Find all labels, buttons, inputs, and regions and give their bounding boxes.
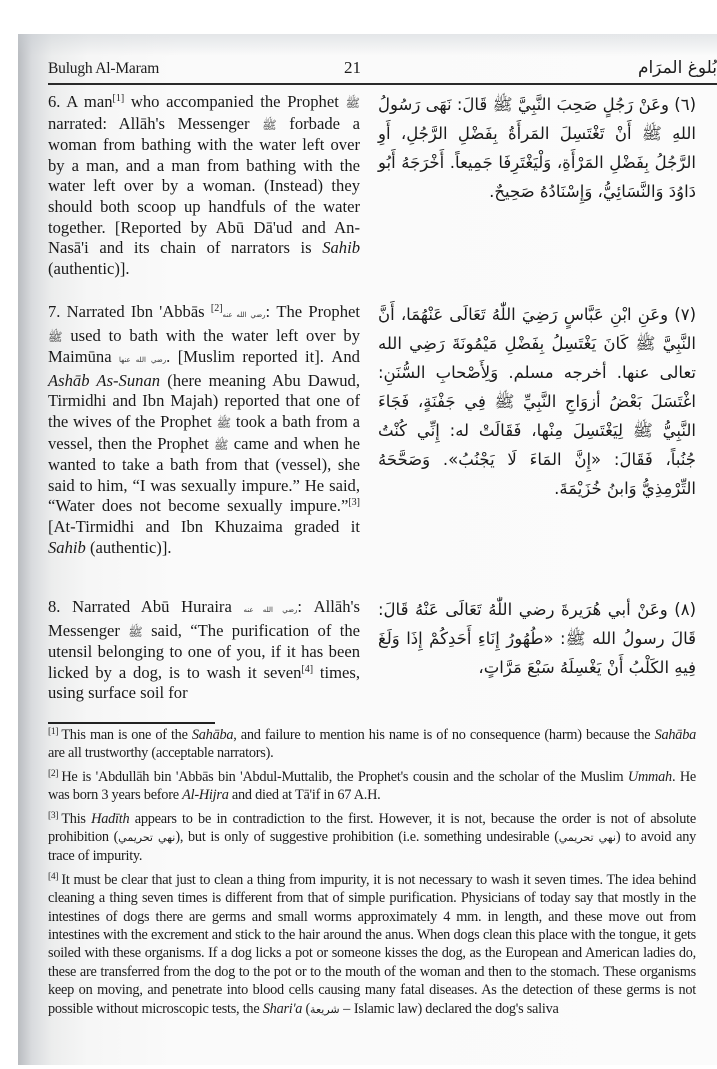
text: . [Muslim reported it]. And: [166, 347, 360, 367]
salutation-icon: ﷺ: [48, 329, 63, 344]
book-page: [18, 34, 717, 1065]
salutation-icon: رضي الله عنه: [222, 311, 266, 319]
text: : Allāh's Messenger: [48, 597, 360, 640]
text: times, using surface soil for: [48, 662, 361, 703]
salutation-icon: ﷺ: [345, 96, 360, 110]
footnote-marker: [4]: [48, 871, 59, 882]
text: [At-Tirmidhi and Ibn Khuzaima graded it: [48, 516, 360, 536]
text: (: [302, 1000, 311, 1017]
italic-term: Sahāba: [191, 727, 234, 743]
hadith-lead: 8. Narrated Abū Huraira: [48, 597, 244, 616]
text: (authentic)].: [85, 537, 172, 557]
footnote-marker: [2]: [48, 768, 59, 779]
italic-term: Sahib: [48, 537, 86, 557]
text: who accompanied the Prophet: [124, 92, 346, 111]
text: are all trustworthy (acceptable narrators).: [48, 745, 274, 762]
salutation-icon: ﷺ: [128, 624, 143, 639]
footnote-rule: [48, 722, 215, 724]
text: This: [61, 810, 92, 827]
hadith-7-english: [48, 302, 360, 558]
footnote-marker: [1]: [48, 727, 59, 737]
text: This man is one of the: [61, 727, 192, 743]
text: He is 'Abdullāh bin 'Abbās bin 'Abdul-Muttalib, the Prophet's cousin and the scholar of the Muslim: [61, 768, 628, 785]
arabic-term: نهي تحريمي: [118, 831, 176, 845]
text: ) to avoid any trace of impurity.: [48, 829, 697, 865]
text: – Islamic law) declared the dog's saliva: [339, 1000, 559, 1017]
text: came and when he wanted to take a bath from that (vessel), she said to him, “I was sexually impure.” He said, “Water does not become sexually impure.”: [48, 433, 360, 516]
hadith-6-english: [48, 92, 360, 279]
footnote-ref-2[interactable]: [2]: [210, 303, 223, 314]
footnote-ref-1[interactable]: [1]: [112, 93, 125, 104]
footnote-1: [48, 726, 696, 763]
text: took a bath from a vessel, then the Prophet: [48, 411, 360, 453]
text: narrated: Allāh's Messenger: [48, 113, 263, 133]
italic-term: Ashāb As-Sunan: [48, 370, 161, 390]
hadith-6-arabic: (٦) وعَنْ رَجُلٍ صَحِبَ النَّبِيَّ ﷺ قَالَ: نَهَى رَسُولُ اللهِ ﷺ أَنْ تَغْتَسِلَ المَرأَةُ بِفَضْلِ الرَّجُلِ، أَوِ الرَّجُلُ بِفَضْلِ المَرْأَةِ، وَلْيَغْتَرِفَا جَمِيعاً. أَخْرَجَهُ أَبُو دَاوُدَ وَالنَّسَائِيُّ، وَإِسْنَادُهُ صَحِيحٌ.: [378, 95, 696, 201]
header-rule: [48, 83, 717, 85]
hadith-lead: 6. A man: [48, 92, 113, 111]
text: appears to be in contradiction to the first. However, it is not, because the order is not of absolute prohibition (: [48, 810, 696, 846]
salutation-icon: ﷺ: [214, 437, 229, 452]
book-title-arabic: بُلوغ المرَام: [637, 58, 717, 78]
page-number: 21: [344, 58, 361, 77]
text: : The Prophet: [265, 302, 360, 321]
footnote-4: [48, 871, 696, 1019]
text: (here meaning Abu Dawud, Tirmidhi and Ibn Majah) reported that one of the wives of the Prophet: [48, 370, 361, 431]
hadith-8-arabic: (٨) وعَنْ أبي هُرَيرةَ رضي اللّٰهُ تَعَالَى عَنْهُ قَالَ: قَالَ رسولُ الله ﷺ: «طُهُورُ إِنَاءِ أَحَدِكُمْ إِذَا وَلَغَ فِيهِ الكَلْبُ أَنْ يَغْسِلَهُ سَبْعَ مَرَّاتٍ،: [378, 600, 696, 677]
text: and died at Tā'if in 67 A.H.: [228, 787, 381, 804]
text: It must be clear that just to clean a thing from impurity, it is not necessary to wash it seven times. The idea behind cleaning a thing seven times is different from that of simple purification. Physicians of today say that mostly in the intestines of dogs there are germs and small worms approximately 4 mm. in length, and these move out from intestines with the excrement and stick to the hair around the anus. When dogs clean this place with the tongue, it gets soiled with these organisms. If a dog licks a pot or someone kisses the dog, as the European and American ladies do, these are transferred from the dog to the pot or to the mouth of the woman and then to the stomach. These organisms keep on moving, and penetrate into blood cells causing many fatal diseases. As the detection of these germs is not possible without microscopic tests, the: [48, 871, 696, 1017]
arabic-term: شريعة: [310, 1002, 340, 1016]
italic-term: Sahib: [322, 238, 360, 258]
text: . He was born 3 years before: [48, 768, 697, 804]
salutation-icon: رضي الله عنه: [243, 606, 298, 614]
italic-term: Shari'a: [262, 1000, 303, 1017]
footnotes: [48, 726, 696, 1024]
text: (authentic)].: [48, 258, 130, 278]
hadith-8-english: [48, 597, 360, 704]
hadith-7-arabic: (٧) وعَنِ ابْنِ عَبَّاسٍ رَضِيَ اللّٰهُ تَعَالَى عَنْهُمَا، أَنَّ النَّبِيَّ ﷺ كَانَ يَغْتَسِلُ بِفَضْلِ مَيْمُونَةَ رَضِي الله تعالى عنها. أخرجه مسلم. وَلِأَصْحابِ السُّنَنِ: اغْتَسَلَ بَعْضُ أزوَاجِ النَّبِيِّ ﷺ فِي جَفْنَةٍ، فَجَاءَ النَّبِيُّ ﷺ لِيَغْتَسِلَ مِنْها، فَقَالَتْ له: إِنِّي كُنْتُ جُنُباً، فَقَالَ: «إِنَّ المَاءَ لَا يَجْنُبُ». وَصَحَّحَهُ التِّرْمِذِيُّ وَابنُ خُزَيْمَةَ.: [378, 305, 696, 498]
footnote-ref-4[interactable]: [4]: [301, 663, 314, 675]
italic-term: Ummah: [627, 768, 672, 785]
text: used to bath with the water left over by Maimūna: [48, 325, 360, 367]
footnote-2: [48, 768, 696, 805]
text: forbade a woman from bathing with the water left over by a man, and a man from bathing with the water left over by a woman. (Instead) they should both scoop up handfuls of the water together. [Reported by Abū Dā'ud and An-Nasā'i and its chain of narrators is: [48, 113, 360, 258]
page-shadow: [18, 34, 717, 56]
footnote-marker: [3]: [48, 810, 59, 821]
text: , and failure to mention his name is of no consequence (harm) because the: [233, 727, 655, 743]
salutation-icon: رضي الله عنها: [119, 356, 167, 365]
hadith-lead: 7. Narrated Ibn 'Abbās: [48, 302, 211, 321]
salutation-icon: ﷺ: [262, 117, 277, 132]
running-header: [48, 60, 717, 84]
footnote-3: [48, 810, 696, 866]
text: said, “The purification of the utensil belonging to one of you, if it has been licked by a dog, is to wash it seven: [48, 620, 360, 682]
footnote-ref-3[interactable]: [3]: [348, 497, 360, 509]
italic-term: Hadīth: [91, 810, 130, 827]
salutation-icon: ﷺ: [216, 415, 232, 430]
italic-term: Sahāba: [654, 727, 696, 743]
book-title-english: Bulugh Al-Maram: [48, 60, 160, 77]
italic-term: Al-Hijra: [182, 787, 229, 804]
arabic-term: نهي تحريمي: [558, 831, 616, 845]
text: ), but is only of suggestive prohibition (i.e. something undesirable (: [175, 829, 559, 846]
